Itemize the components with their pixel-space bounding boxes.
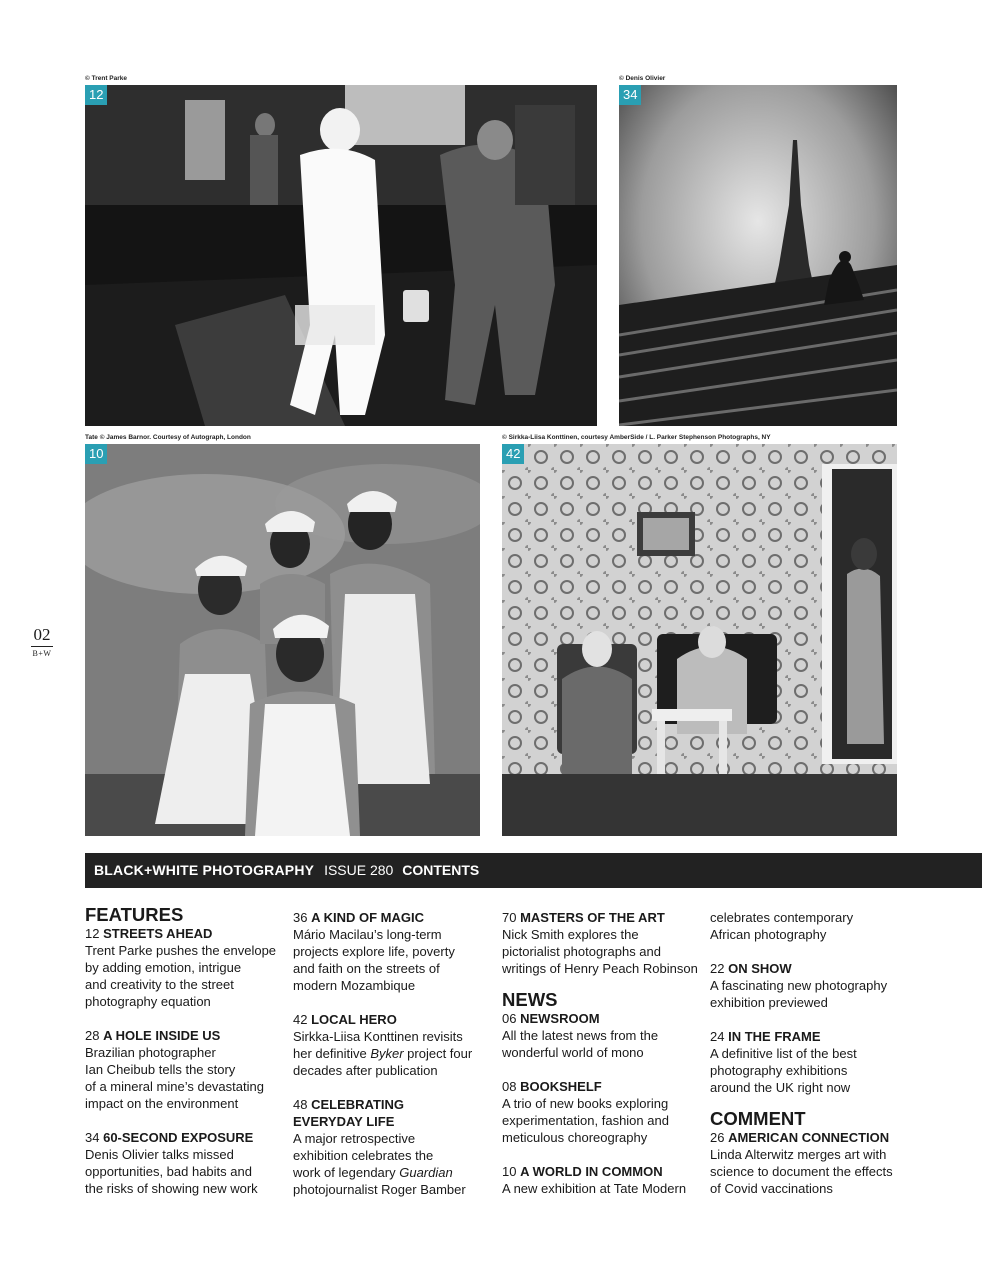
entry-desc-line: by adding emotion, intrigue (85, 960, 242, 975)
entry-desc-line: photography exhibitions (710, 1063, 848, 1078)
contents-entry (85, 1027, 281, 1112)
entry-desc-line: A major retrospective (293, 1131, 416, 1146)
photo-credit: Tate © James Barnor. Courtesy of Autograph, London (85, 434, 251, 441)
contents-column-4 (710, 909, 906, 1214)
entry-title: CELEBRATING (311, 1097, 405, 1112)
entry-title: MASTERS OF THE ART (520, 910, 665, 925)
page-badge: 34 (619, 85, 641, 105)
entry-title: 60-SECOND EXPOSURE (103, 1130, 254, 1145)
contents-entry (710, 960, 906, 1011)
contents-entry (293, 909, 489, 994)
page-badge: 10 (85, 444, 107, 464)
entry-desc-line: Mário Macilau’s long-term (293, 927, 442, 942)
eiffel-photo-image (619, 85, 897, 426)
entry-title: AMERICAN CONNECTION (728, 1130, 890, 1145)
entry-desc-line: modern Mozambique (293, 978, 416, 993)
page-number-value: 02 (31, 626, 53, 647)
magazine-name: BLACK+WHITE PHOTOGRAPHY (94, 862, 315, 878)
entry-page: 22 (710, 961, 725, 976)
comment-heading: COMMENT (710, 1108, 806, 1129)
contents-label: CONTENTS (402, 862, 480, 878)
entry-desc-line: opportunities, bad habits and (85, 1164, 252, 1179)
entry-page: 28 (85, 1028, 100, 1043)
page-badge: 42 (502, 444, 524, 464)
entry-page: 08 (502, 1079, 517, 1094)
contents-column-2 (293, 909, 489, 1215)
page-number (22, 626, 62, 658)
entry-desc-line: around the UK right now (710, 1080, 851, 1095)
photo-living-room (502, 444, 897, 836)
photo-credit: © Sirkka-Liisa Konttinen, courtesy AmberSide / L. Parker Stephenson Photographs, NY (502, 434, 771, 441)
entry-title: LOCAL HERO (311, 1012, 397, 1027)
entry-page: 06 (502, 1011, 517, 1026)
contents-entry (85, 1129, 281, 1197)
news-heading: NEWS (502, 989, 558, 1010)
entry-desc-line: Trent Parke pushes the envelope (85, 943, 277, 958)
entry-page: 70 (502, 910, 517, 925)
contents-entry (710, 1129, 906, 1197)
photo-eiffel-tower (619, 85, 897, 426)
page-badge: 12 (85, 85, 107, 105)
photo-street-scene (85, 85, 597, 426)
entry-desc-line: writings of Henry Peach Robinson (502, 961, 698, 976)
photo-nurses (85, 444, 480, 836)
entry-title: BOOKSHELF (520, 1079, 602, 1094)
entry-desc-line: decades after publication (293, 1063, 438, 1078)
entry-title: STREETS AHEAD (103, 926, 213, 941)
entry-desc-italic: Guardian (399, 1165, 453, 1180)
entry-desc-line: exhibition celebrates the (293, 1148, 434, 1163)
features-heading: FEATURES (85, 904, 184, 925)
entry-desc-line: meticulous choreography (502, 1130, 648, 1145)
entry-desc-line: Ian Cheibub tells the story (85, 1062, 236, 1077)
entry-page: 42 (293, 1012, 308, 1027)
entry-desc-line: and creativity to the street (85, 977, 234, 992)
issue-number: ISSUE 280 (324, 862, 394, 878)
entry-page: 24 (710, 1029, 725, 1044)
entry-desc-line: of Covid vaccinations (710, 1181, 833, 1196)
entry-desc-line: African photography (710, 927, 827, 942)
entry-title: A HOLE INSIDE US (103, 1028, 221, 1043)
photo-credit: © Trent Parke (85, 75, 128, 82)
entry-page: 34 (85, 1130, 100, 1145)
entry-desc-line: pictorialist photographs and (502, 944, 661, 959)
entry-desc-line: photography equation (85, 994, 211, 1009)
photo-credit: © Denis Olivier (619, 75, 666, 82)
nurses-photo-image (85, 444, 480, 836)
entry-desc-line: impact on the environment (85, 1096, 239, 1111)
entry-desc-text: her definitive (293, 1046, 371, 1061)
entry-title: IN THE FRAME (728, 1029, 821, 1044)
entry-desc-line: A definitive list of the best (710, 1046, 857, 1061)
entry-page: 12 (85, 926, 100, 941)
entry-page: 36 (293, 910, 308, 925)
entry-page: 10 (502, 1164, 517, 1179)
entry-desc-line: celebrates contemporary (710, 910, 854, 925)
entry-desc-line: Brazilian photographer (85, 1045, 216, 1060)
entry-desc-line: the risks of showing new work (85, 1181, 258, 1196)
contents-entry (710, 1028, 906, 1096)
contents-entry-continued (710, 909, 906, 943)
entry-title-line-2: EVERYDAY LIFE (293, 1114, 395, 1129)
entry-title: A WORLD IN COMMON (520, 1164, 663, 1179)
entry-title: A KIND OF MAGIC (311, 910, 424, 925)
contents-column-3 (502, 909, 698, 1214)
entry-desc-line: wonderful world of mono (502, 1045, 644, 1060)
entry-desc-line: exhibition previewed (710, 995, 828, 1010)
street-photo-image (85, 85, 597, 426)
entry-desc-line: A new exhibition at Tate Modern (502, 1181, 687, 1196)
contents-entry (502, 1078, 698, 1146)
entry-desc-text: work of legendary (293, 1165, 400, 1180)
entry-desc-line: All the latest news from the (502, 1028, 659, 1043)
page-brand: B+W (32, 649, 52, 658)
entry-desc-line: Nick Smith explores the (502, 927, 639, 942)
entry-desc-line: science to document the effects (710, 1164, 893, 1179)
entry-desc-line: of a mineral mine’s devastating (85, 1079, 264, 1094)
entry-desc-line: A fascinating new photography (710, 978, 888, 993)
contents-entry (85, 925, 281, 1010)
contents-header-bar (85, 853, 982, 888)
entry-desc-line: Denis Olivier talks missed (85, 1147, 234, 1162)
entry-desc-text: project four (403, 1046, 473, 1061)
contents-entry (502, 1163, 698, 1197)
entry-desc-line: Sirkka-Liisa Konttinen revisits (293, 1029, 463, 1044)
living-room-photo-image (502, 444, 897, 836)
entry-desc-line: A trio of new books exploring (502, 1096, 669, 1111)
contents-column-1 (85, 905, 281, 1214)
contents-entry (502, 909, 698, 977)
entry-desc-line: and faith on the streets of (293, 961, 440, 976)
entry-desc-line: photojournalist Roger Bamber (293, 1182, 466, 1197)
entry-desc-line: experimentation, fashion and (502, 1113, 669, 1128)
entry-title: NEWSROOM (520, 1011, 600, 1026)
contents-entry (293, 1011, 489, 1079)
contents-entry (502, 1010, 698, 1061)
entry-desc-line: Linda Alterwitz merges art with (710, 1147, 887, 1162)
entry-desc-line: projects explore life, poverty (293, 944, 455, 959)
entry-desc-line (293, 1045, 489, 1062)
entry-desc-italic: Byker (370, 1046, 404, 1061)
entry-title: ON SHOW (728, 961, 792, 976)
entry-page: 26 (710, 1130, 725, 1145)
contents-entry (293, 1096, 489, 1198)
entry-page: 48 (293, 1097, 308, 1112)
entry-desc-line (293, 1164, 489, 1181)
